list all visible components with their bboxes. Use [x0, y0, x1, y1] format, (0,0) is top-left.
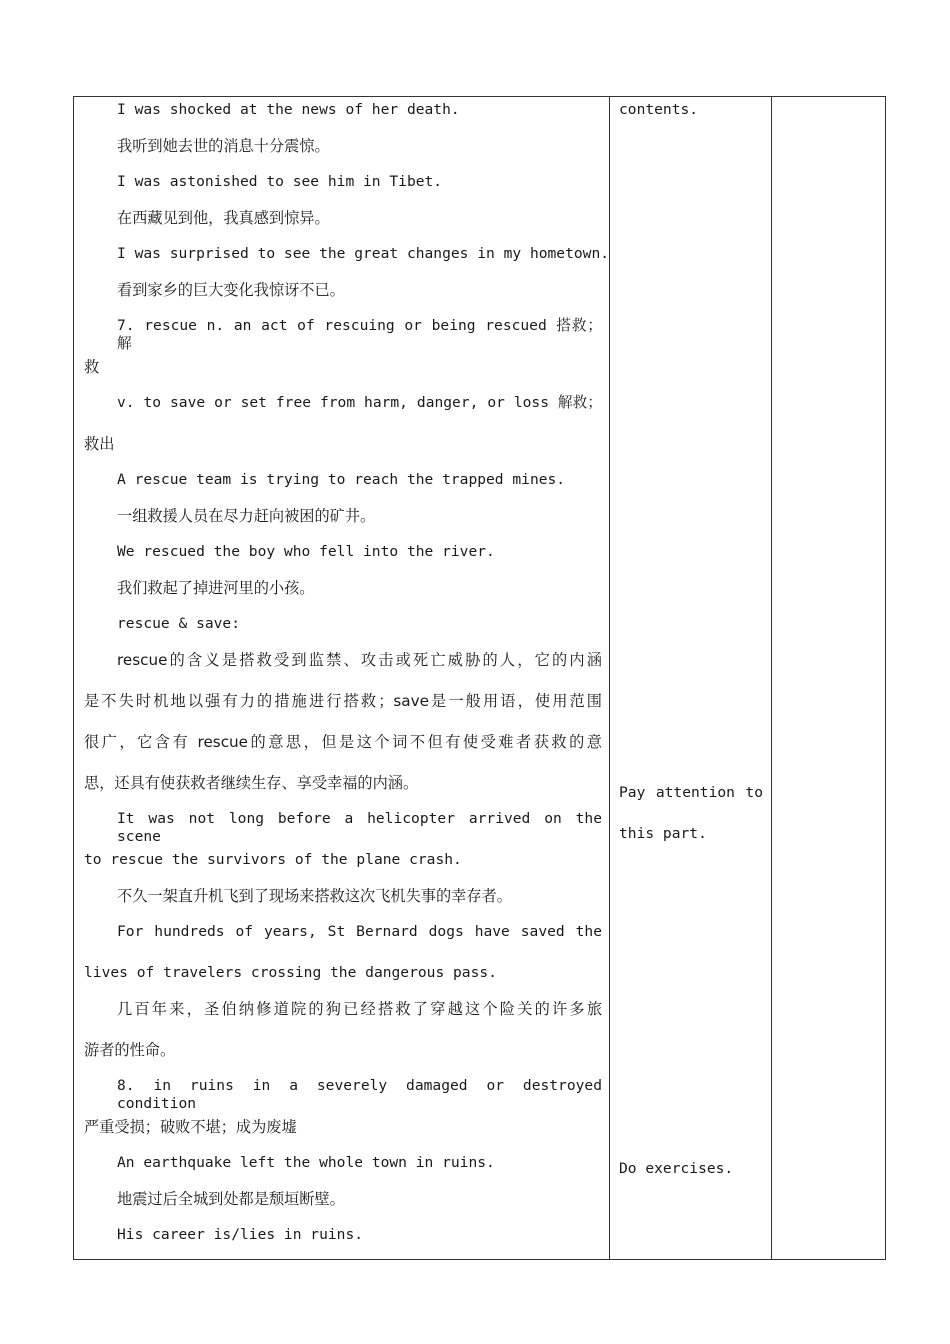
vocab-definition-cont: 救: [84, 358, 100, 376]
vocab-definition-cont: 救出: [84, 435, 115, 453]
note-do-exercises: Do exercises.: [619, 1160, 734, 1177]
example-sentence: For hundreds of years, St Bernard dogs have saved the: [117, 923, 602, 940]
example-translation: 我们救起了掉进河里的小孩。: [117, 579, 315, 597]
comparison-text: 很广，它含有 rescue的意思，但是这个词不但有使受难者获救的意: [84, 733, 602, 751]
column-divider-2: [771, 97, 772, 1259]
note-pay-attention: Pay attention to: [619, 784, 763, 801]
note-contents: contents.: [619, 101, 699, 118]
comparison-text: 是不失时机地以强有力的措施进行搭救；save是一般用语，使用范围: [84, 692, 602, 710]
note-pay-attention-cont: this part.: [619, 825, 707, 842]
vocab-heading-rescue: 7. rescue n. an act of rescuing or being rescued 搭救；解: [117, 317, 602, 352]
example-translation: 不久一架直升机飞到了现场来搭救这次飞机失事的幸存者。: [117, 887, 512, 905]
example-translation: 一组救援人员在尽力赶向被困的矿井。: [117, 507, 376, 525]
example-sentence: I was astonished to see him in Tibet.: [117, 173, 443, 190]
example-sentence: It was not long before a helicopter arrived on the scene: [117, 810, 602, 845]
comparison-heading: rescue & save:: [117, 615, 241, 632]
example-sentence: We rescued the boy who fell into the river.: [117, 543, 495, 560]
example-sentence: An earthquake left the whole town in ruins.: [117, 1154, 495, 1171]
comparison-text: rescue的含义是搭救受到监禁、攻击或死亡威胁的人，它的内涵: [117, 651, 602, 669]
example-sentence: His career is/lies in ruins.: [117, 1226, 364, 1243]
example-translation: 几百年来，圣伯纳修道院的狗已经搭救了穿越这个险关的许多旅: [117, 1000, 602, 1018]
column-divider-1: [609, 97, 610, 1259]
vocab-definition-cont: 严重受损；破败不堪；成为废墟: [84, 1118, 297, 1136]
example-sentence: lives of travelers crossing the dangerous pass.: [84, 964, 497, 981]
example-sentence: I was shocked at the news of her death.: [117, 101, 460, 118]
example-translation: 我听到她去世的消息十分震惊。: [117, 137, 330, 155]
example-translation: 地震过后全城到处都是颓垣断壁。: [117, 1190, 345, 1208]
example-sentence: I was surprised to see the great changes in my hometown.: [117, 245, 610, 262]
vocab-heading-in-ruins: 8. in ruins in a severely damaged or destroyed condition: [117, 1077, 602, 1112]
example-translation: 在西藏见到他，我真感到惊异。: [117, 209, 330, 227]
comparison-text: 思，还具有使获救者继续生存、享受幸福的内涵。: [84, 774, 419, 792]
example-translation: 游者的性命。: [84, 1041, 176, 1059]
example-translation: 看到家乡的巨大变化我惊讶不已。: [117, 281, 345, 299]
example-sentence: to rescue the survivors of the plane crash.: [84, 851, 462, 868]
lesson-table: [73, 96, 886, 1260]
vocab-definition-verb: v. to save or set free from harm, danger, or loss 解救；: [117, 394, 602, 411]
example-sentence: A rescue team is trying to reach the trapped mines.: [117, 471, 566, 488]
